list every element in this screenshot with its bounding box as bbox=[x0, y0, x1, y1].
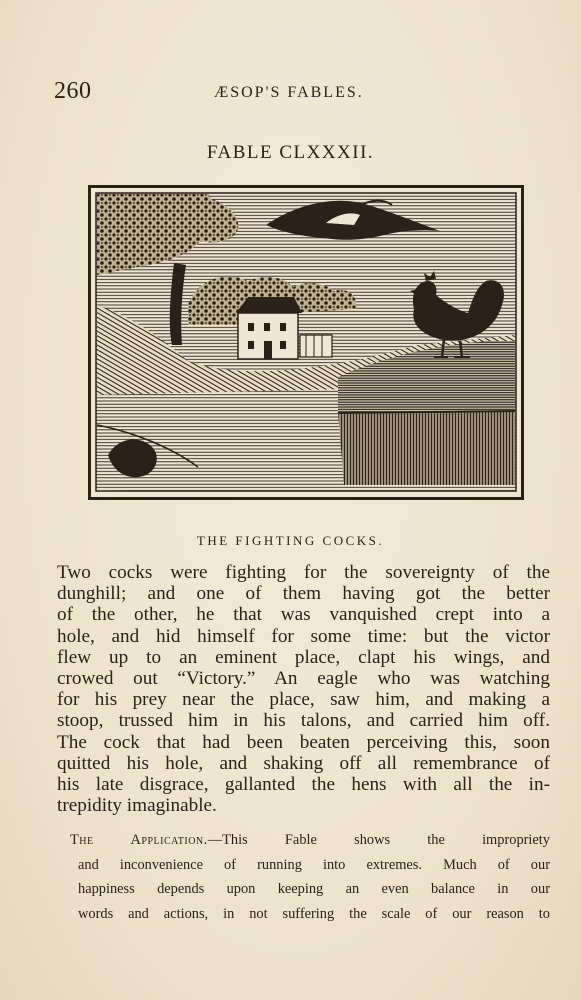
running-head: ÆSOP'S FABLES. bbox=[214, 84, 364, 101]
fable-line: trepidity imaginable. bbox=[57, 795, 217, 817]
application-first-line bbox=[70, 828, 550, 853]
fable-line: The cock that had been beaten perceiving this, soon bbox=[57, 731, 550, 753]
application-lead: The Application. bbox=[70, 832, 208, 848]
application-first-line-rest: —This Fable shows the impropriety bbox=[207, 832, 551, 848]
fable-line: crowed out “Victory.” An eagle who was watching bbox=[57, 668, 550, 690]
fable-title: FABLE CLXXXII. bbox=[206, 142, 375, 163]
application-paragraph bbox=[70, 828, 551, 926]
fable-line: stoop, trussed him in his talons, and carried him off. bbox=[57, 710, 550, 732]
page-header bbox=[54, 78, 534, 108]
fable-line: of the other, he that was vanquished crept into a bbox=[57, 604, 550, 626]
application-line: words and actions, in not suffering the scale of our reason to bbox=[78, 905, 550, 922]
fable-line: hole, and hid himself for some time: but the victor bbox=[57, 625, 550, 647]
woodcut-illustration bbox=[88, 185, 524, 500]
fable-line: for his prey near the place, saw him, and making a bbox=[57, 689, 550, 711]
fable-line: Two cocks were fighting for the sovereignty of the bbox=[57, 562, 550, 583]
application-line: happiness depends upon keeping an even balance in our bbox=[78, 881, 550, 897]
page-number: 260 bbox=[54, 78, 92, 104]
illustration-caption: THE FIGHTING COCKS. bbox=[196, 533, 385, 548]
fable-body bbox=[57, 562, 550, 816]
fable-line: flew up to an eminent place, clapt his wings, and bbox=[57, 646, 550, 668]
fable-line: quitted his hole, and shaking off all remembrance of bbox=[57, 752, 550, 774]
fable-line: dunghill; and one of them having got the better bbox=[57, 583, 550, 605]
fable-line: his late disgrace, gallanted the hens with all the in- bbox=[57, 774, 550, 796]
application-line: and inconvenience of running into extremes. Much of our bbox=[78, 856, 550, 873]
